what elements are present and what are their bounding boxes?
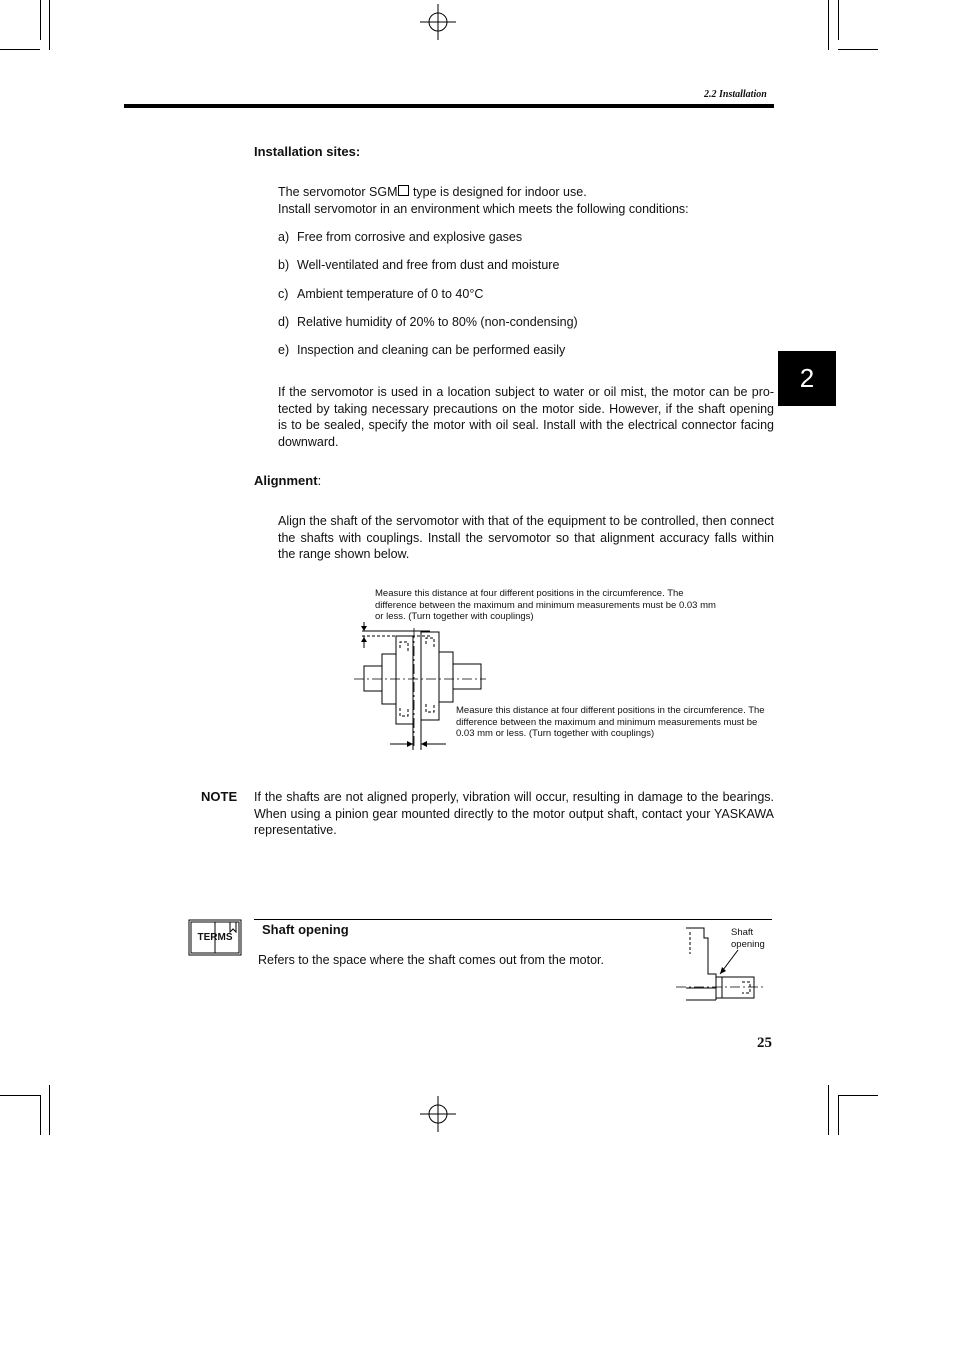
water-oil-paragraph: If the servomotor is used in a location subject to water or oil mist, the motor can be pro-tected by taking necessary precautions on the motor side. However, if the shaft opening is to be sealed, specify the motor with oil seal. Install with the electrical connector facing downward. <box>278 385 774 449</box>
terms-title: Shaft opening <box>262 922 349 937</box>
condition-item: a) Free from corrosive and explosive gases <box>278 230 523 244</box>
terms-icon-label: TERMS <box>197 932 233 943</box>
registration-mark-bottom <box>420 1096 456 1132</box>
alignment-paragraph: Align the shaft of the servomotor with that of the equipment to be controlled, then connect the shafts with couplings. Install the servomotor so that alignment accuracy falls within the range shown below. <box>278 514 774 561</box>
note-text: If the shafts are not aligned properly, vibration will occur, resulting in damage to the bearings. When using a pinion gear mounted directly to the motor output shaft, contact your YASKAWA representative. <box>254 790 774 837</box>
installation-intro <box>278 184 778 217</box>
section-title: 2.2 Installation <box>704 89 767 100</box>
intro-line-1: The servomotor SGM type is designed for indoor use. <box>278 185 587 199</box>
alignment-heading: Alignment: <box>254 473 322 488</box>
intro-line-2: Install servomotor in an environment which meets the following conditions: <box>278 201 689 216</box>
shaft-opening-figure <box>676 924 766 1006</box>
condition-item: d) Relative humidity of 20% to 80% (non-condensing) <box>278 315 578 329</box>
terms-rule <box>254 919 772 920</box>
diagram-bottom-caption: Measure this distance at four different positions in the circumference. The difference between the maximum and minimum measurements must be 0.03 mm or less. (Turn together with couplings) <box>456 705 765 739</box>
condition-item: e) Inspection and cleaning can be performed easily <box>278 343 566 357</box>
header-rule <box>124 104 774 108</box>
diagram-top-caption: Measure this distance at four different positions in the circumference. The difference between the maximum and minimum measurements must be 0.03 mm or less. (Turn together with couplings) <box>375 588 716 622</box>
terms-book-icon <box>188 919 242 956</box>
terms-definition: Refers to the space where the shaft comes out from the motor. <box>258 953 605 967</box>
chapter-tab: 2 <box>778 351 836 406</box>
registration-mark-top <box>420 4 456 40</box>
condition-item: b) Well-ventilated and free from dust and moisture <box>278 258 560 272</box>
placeholder-box-icon <box>398 185 409 196</box>
installation-sites-heading: Installation sites: <box>254 144 361 159</box>
shaft-opening-label: Shaft opening <box>731 927 765 950</box>
page-number: 25 <box>757 1035 772 1051</box>
note-label: NOTE <box>201 789 238 804</box>
condition-item: c) Ambient temperature of 0 to 40°C <box>278 287 484 301</box>
